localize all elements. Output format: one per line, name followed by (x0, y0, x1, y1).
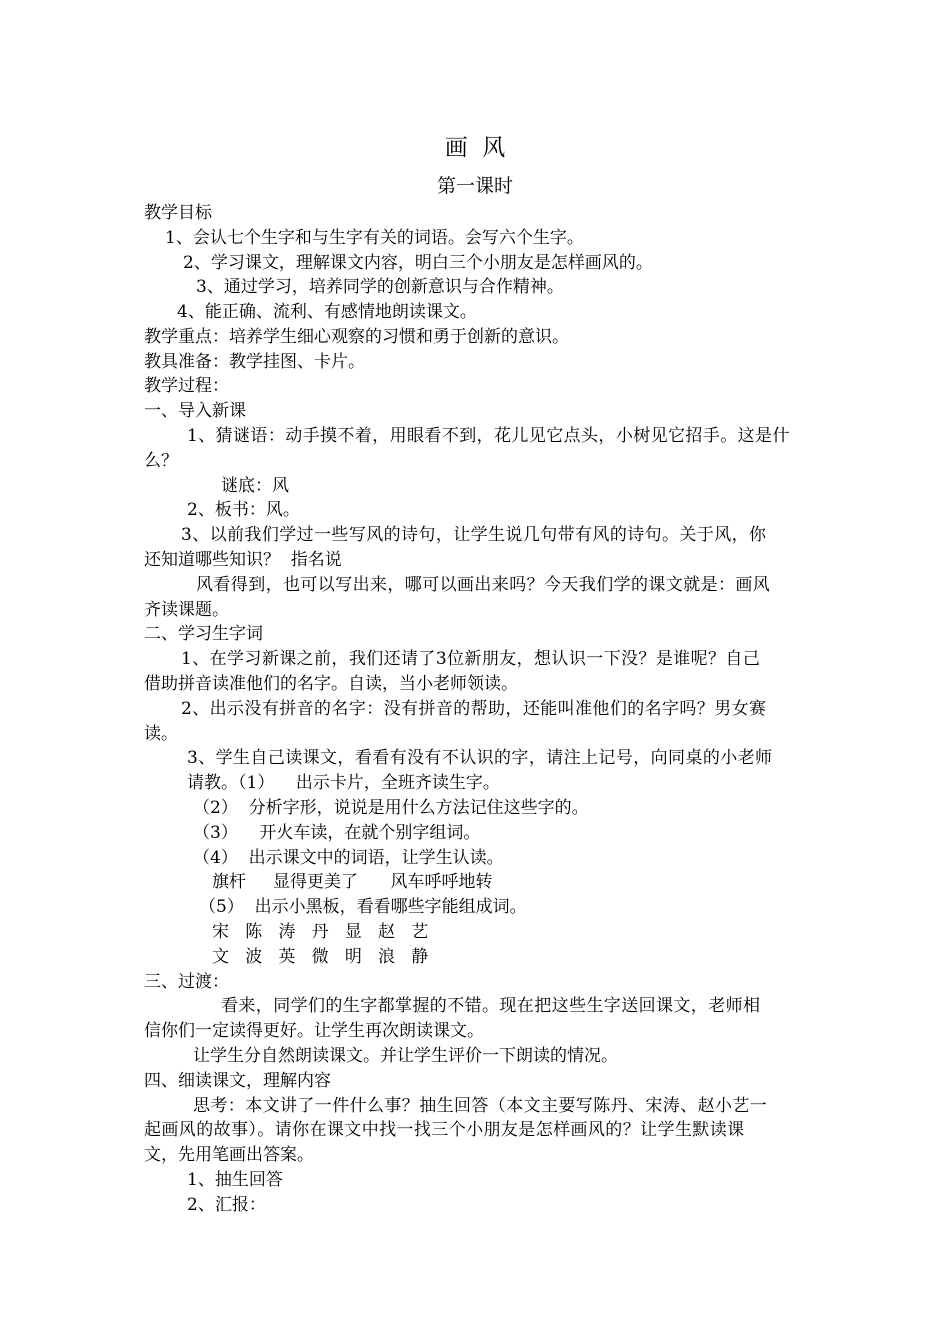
text-line: 起画风的故事）。请你在课文中找一找三个小朋友是怎样画风的？让学生默读课 (144, 1120, 745, 1140)
text-line: 2、汇报： (187, 1195, 266, 1215)
section-heading: 四、细读课文，理解内容 (144, 1071, 331, 1091)
text-line: 教学过程： (144, 376, 229, 396)
text-line: （5） 出示小黑板，看看哪些字能组成词。 (199, 897, 527, 917)
text-line: 信你们一定读得更好。让学生再次朗读课文。 (144, 1021, 484, 1041)
text-line: 教学重点：培养学生细心观察的习惯和勇于创新的意识。 (144, 327, 569, 347)
text-line: 教学目标 (144, 203, 212, 223)
text-line: （4） 出示课文中的词语，让学生认读。 (193, 848, 504, 868)
text-line: 4、能正确、流利、有感情地朗读课文。 (177, 302, 477, 322)
text-line: 让学生分自然朗读课文。并让学生评价一下朗读的情况。 (193, 1046, 618, 1066)
text-line: 3、以前我们学过一些写风的诗句，让学生说几句带有风的诗句。关于风，你 (181, 525, 767, 545)
text-line: 齐读课题。 (144, 600, 229, 620)
text-line: 请教。（1） 出示卡片，全班齐读生字。 (187, 773, 500, 793)
text-line: 1、会认七个生字和与生字有关的词语。会写六个生字。 (165, 228, 584, 248)
text-line: 风看得到，也可以写出来，哪可以画出来吗？今天我们学的课文就是：画风 (196, 575, 771, 595)
lesson-subtitle: 第一课时 (436, 175, 513, 197)
text-line: 读。 (144, 724, 178, 744)
text-line: 1、抽生回答 (187, 1170, 283, 1190)
text-line: 思考：本文讲了一件什么事？抽生回答（本文主要写陈丹、宋涛、赵小艺一 (193, 1096, 768, 1116)
text-line: 文，先用笔画出答案。 (144, 1145, 314, 1165)
text-line: （3） 开火车读，在就个别字组词。 (193, 823, 481, 843)
text-line: 2、出示没有拼音的名字：没有拼音的帮助，还能叫准他们的名字吗？男女赛 (181, 699, 767, 719)
text-line: 看来，同学们的生字都掌握的不错。现在把这些生字送回课文，老师相 (221, 996, 761, 1016)
text-line: 教具准备：教学挂图、卡片。 (144, 352, 365, 372)
text-line: 2、板书：风。 (187, 500, 300, 520)
character-row: 宋 陈 涛 丹 显 赵 艺 (212, 922, 429, 942)
text-line: 借助拼音读准他们的名字。自读，当小老师领读。 (144, 674, 518, 694)
text-line: （2） 分析字形，说说是用什么方法记住这些字的。 (193, 798, 589, 818)
text-line: 么？ (144, 451, 178, 471)
section-heading: 一、导入新课 (144, 401, 246, 421)
text-line: 2、学习课文，理解课文内容，明白三个小朋友是怎样画风的。 (183, 253, 653, 273)
text-line: 3、通过学习，培养同学的创新意识与合作精神。 (196, 277, 564, 297)
text-line: 谜底：风 (221, 476, 289, 496)
section-heading: 二、学习生字词 (144, 624, 263, 644)
word-list: 旗杆 显得更美了 风车呼呼地转 (212, 872, 493, 892)
text-line: 1、猜谜语：动手摸不着，用眼看不到，花儿见它点头，小树见它招手。这是什 (187, 426, 790, 446)
character-row: 文 波 英 微 明 浪 静 (212, 947, 429, 967)
document-title: 画 风 (444, 135, 506, 161)
text-line: 1、在学习新课之前，我们还请了3位新朋友，想认识一下没？是谁呢？自己 (181, 649, 761, 669)
text-line: 3、学生自己读课文，看看有没有不认识的字，请注上记号，向同桌的小老师 (187, 748, 773, 768)
text-line: 还知道哪些知识？ 指名说 (144, 550, 342, 570)
section-heading: 三、过渡： (144, 972, 229, 992)
